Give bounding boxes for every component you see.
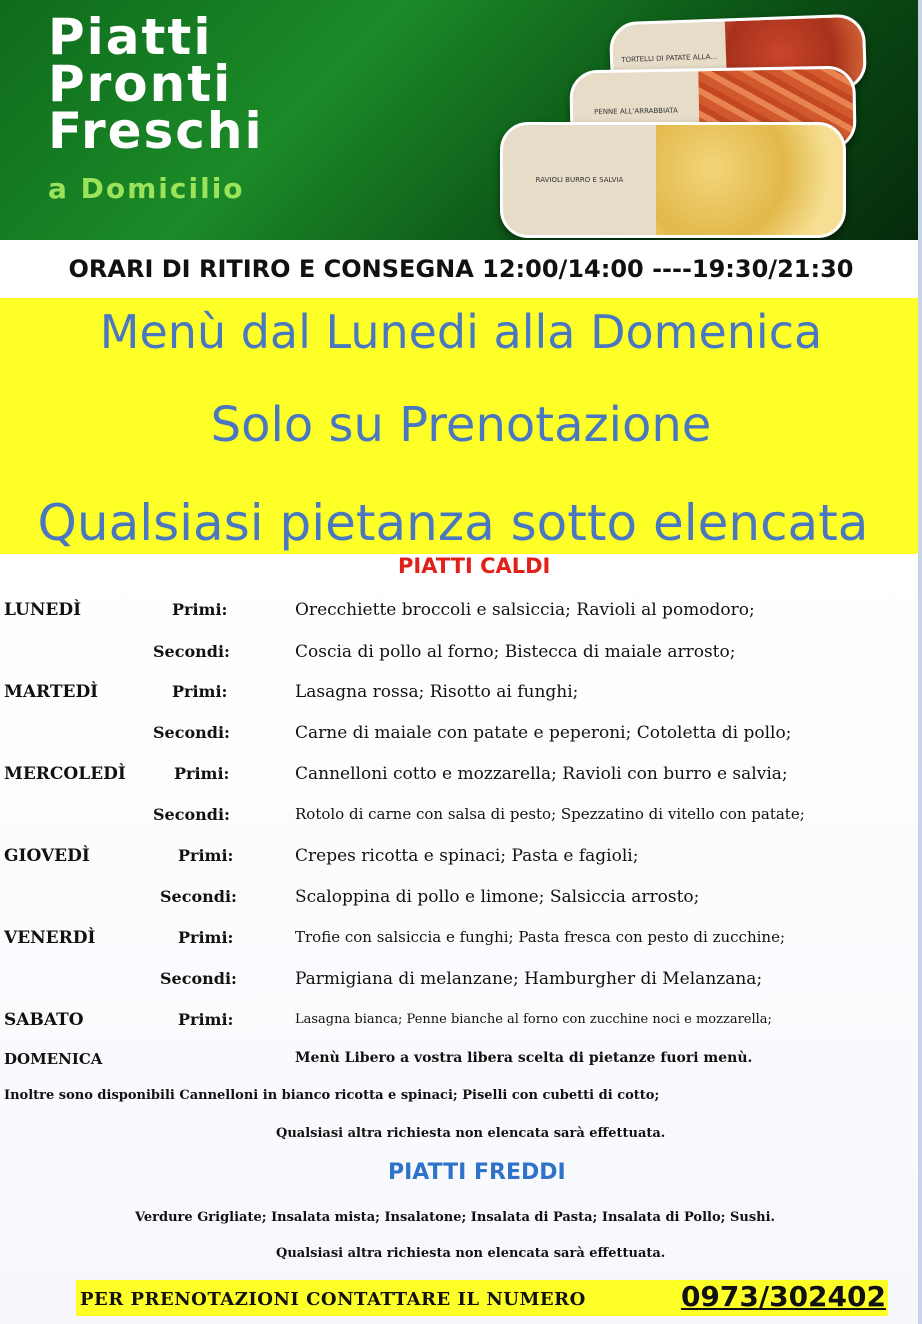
tray-food bbox=[656, 125, 843, 235]
headline-line-2: Solo su Prenotazione bbox=[210, 397, 712, 453]
menu-row bbox=[0, 805, 922, 835]
menu-course: Primi: bbox=[178, 846, 234, 865]
tray-label: RAVIOLI BURRO E SALVIA bbox=[503, 125, 656, 235]
menu-dishes: Carne di maiale con patate e peperoni; Cotoletta di pollo; bbox=[295, 723, 792, 743]
cold-other-requests-note: Qualsiasi altra richiesta non elencata sarà effettuata. bbox=[276, 1246, 666, 1261]
menu-dishes: Parmigiana di melanzane; Hamburgher di Melanzana; bbox=[295, 969, 763, 989]
menu-row bbox=[0, 846, 922, 876]
menu-course: Secondi: bbox=[153, 723, 230, 742]
menu-row bbox=[0, 1050, 922, 1080]
headline-line-1: Menù dal Lunedi alla Domenica bbox=[99, 305, 823, 359]
menu-panel bbox=[0, 554, 922, 1324]
menu-row bbox=[0, 969, 922, 999]
menu-day: SABATO bbox=[4, 1010, 84, 1030]
menu-day: DOMENICA bbox=[4, 1050, 103, 1068]
menu-row bbox=[0, 642, 922, 672]
cold-dishes-title: PIATTI FREDDI bbox=[388, 1160, 566, 1185]
booking-instruction: PER PRENOTAZIONI CONTATTARE IL NUMERO bbox=[80, 1289, 586, 1310]
menu-course: Secondi: bbox=[153, 642, 230, 661]
menu-row bbox=[0, 1010, 922, 1040]
menu-day: MARTEDÌ bbox=[4, 682, 99, 702]
headline-line-3: Qualsiasi pietanza sotto elencata bbox=[37, 494, 869, 552]
menu-dishes: Lasagna bianca; Penne bianche al forno con zucchine noci e mozzarella; bbox=[295, 1012, 772, 1027]
hot-dishes-title: PIATTI CALDI bbox=[398, 554, 551, 578]
menu-dishes: Menù Libero a vostra libera scelta di pietanze fuori menù. bbox=[295, 1050, 753, 1066]
menu-dishes: Coscia di pollo al forno; Bistecca di maiale arrosto; bbox=[295, 642, 736, 662]
menu-dishes: Scaloppina di pollo e limone; Salsiccia arrosto; bbox=[295, 887, 700, 907]
cold-dishes-list: Verdure Grigliate; Insalata mista; Insalatone; Insalata di Pasta; Insalata di Pollo; Sushi. bbox=[135, 1210, 776, 1225]
menu-course: Secondi: bbox=[160, 969, 237, 988]
phone-number: 0973/302402 bbox=[680, 1280, 886, 1313]
menu-dishes: Lasagna rossa; Risotto ai funghi; bbox=[295, 682, 579, 702]
banner-title-line-3: Freschi bbox=[48, 102, 264, 160]
header-banner bbox=[0, 0, 922, 240]
menu-row bbox=[0, 723, 922, 753]
menu-dishes: Cannelloni cotto e mozzarella; Ravioli con burro e salvia; bbox=[295, 764, 788, 784]
booking-footer bbox=[76, 1280, 888, 1316]
menu-day: VENERDÌ bbox=[4, 928, 96, 948]
menu-dishes: Crepes ricotta e spinaci; Pasta e fagioli; bbox=[295, 846, 639, 866]
menu-course: Primi: bbox=[174, 764, 230, 783]
tray-label: PENNE ALL'ARRABBIATA bbox=[572, 71, 699, 151]
menu-row bbox=[0, 887, 922, 917]
menu-row bbox=[0, 764, 922, 794]
hot-other-requests-note: Qualsiasi altra richiesta non elencata sarà effettuata. bbox=[276, 1126, 666, 1141]
banner-subtitle: a Domicilio bbox=[48, 172, 245, 205]
menu-course: Primi: bbox=[178, 928, 234, 947]
banner-title bbox=[48, 8, 264, 160]
menu-course: Primi: bbox=[172, 682, 228, 701]
menu-course: Primi: bbox=[178, 1010, 234, 1029]
menu-row bbox=[0, 600, 922, 630]
tray-label: TORTELLI DI PATATE ALLA… bbox=[612, 21, 727, 95]
food-trays-image bbox=[500, 10, 870, 240]
food-tray bbox=[500, 122, 846, 238]
page-edge bbox=[918, 0, 922, 1324]
menu-day: MERCOLEDÌ bbox=[4, 764, 126, 784]
menu-dishes: Orecchiette broccoli e salsiccia; Ravioli al pomodoro; bbox=[295, 600, 755, 620]
headline-band bbox=[0, 298, 922, 554]
menu-row bbox=[0, 928, 922, 958]
menu-day: LUNEDÌ bbox=[4, 600, 82, 620]
menu-course: Primi: bbox=[172, 600, 228, 619]
menu-course: Secondi: bbox=[160, 887, 237, 906]
extra-dishes-note: Inoltre sono disponibili Cannelloni in bianco ricotta e spinaci; Piselli con cubetti di cotto; bbox=[4, 1088, 660, 1103]
banner-title-line-1: Piatti bbox=[48, 8, 213, 66]
menu-course: Secondi: bbox=[153, 805, 230, 824]
menu-dishes: Rotolo di carne con salsa di pesto; Spezzatino di vitello con patate; bbox=[295, 805, 805, 823]
banner-title-line-2: Pronti bbox=[48, 55, 233, 113]
menu-row bbox=[0, 682, 922, 712]
menu-day: GIOVEDÌ bbox=[4, 846, 90, 866]
pickup-delivery-hours: ORARI DI RITIRO E CONSEGNA 12:00/14:00 ----19:30/21:30 bbox=[0, 240, 922, 298]
menu-dishes: Trofie con salsiccia e funghi; Pasta fresca con pesto di zucchine; bbox=[295, 928, 786, 946]
